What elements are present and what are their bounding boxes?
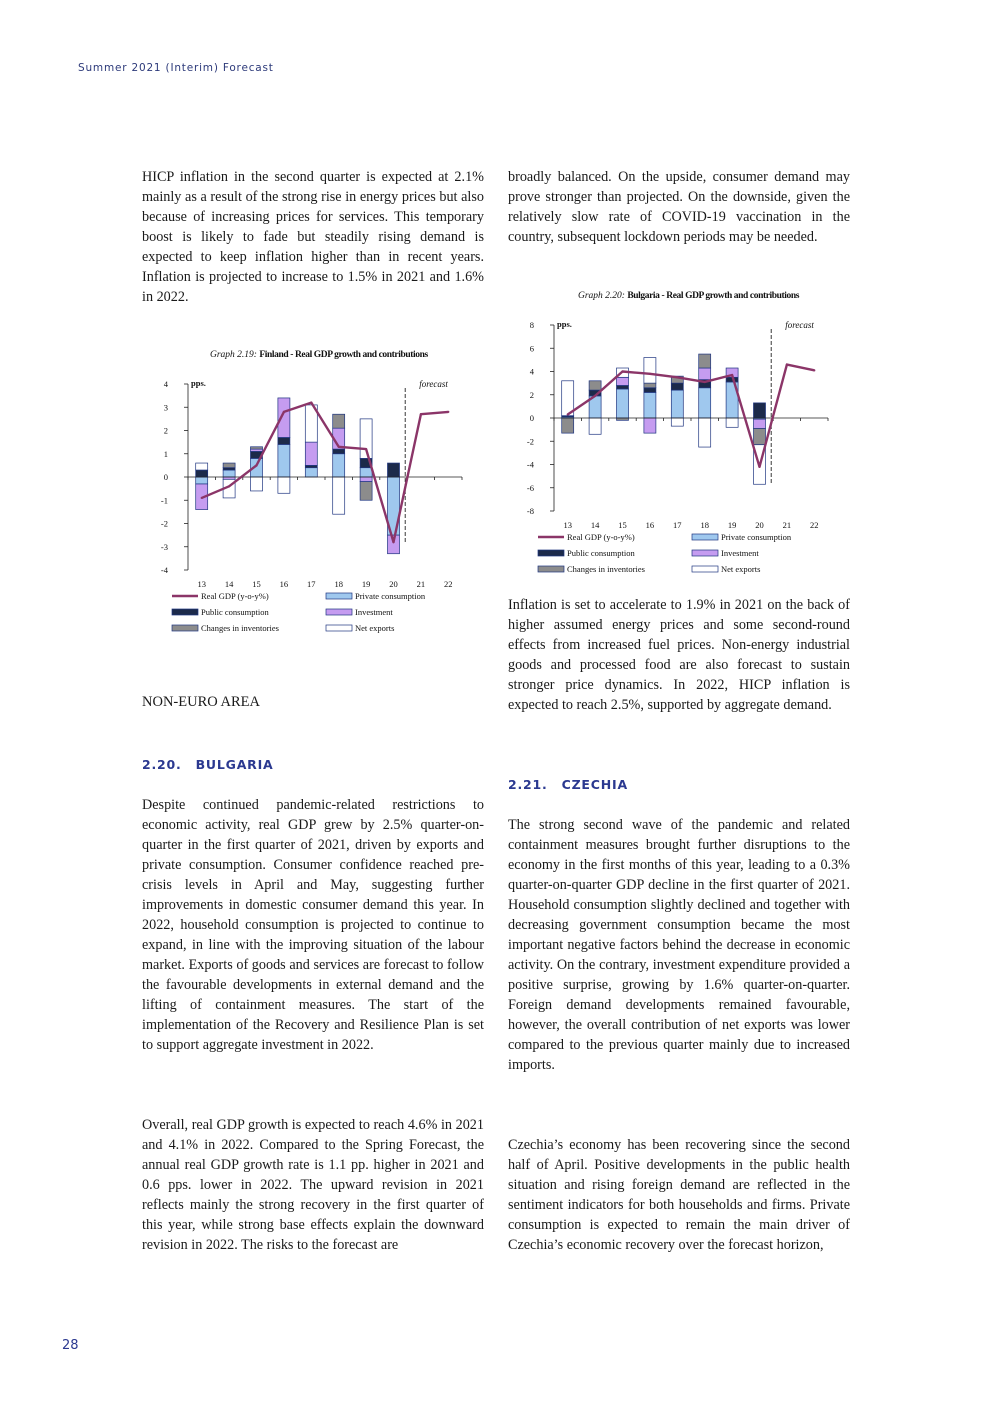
non-euro-area-heading: NON-EURO AREA xyxy=(142,694,261,710)
legend-label-inventories: Changes in inventories xyxy=(201,623,279,633)
bar-private xyxy=(333,454,345,477)
paragraph-bulgaria-outlook: Overall, real GDP growth is expected to reach 4.6% in 2021 and 4.1% in 2022. Compared to the Spring Forecast, the annual real GDP growth rate is 1.1 pp. higher in 2021 and 0.6 pps. lower in 2022. The upward revision in 2021 reflects mainly the strong recovery in the first quarter of this year, while strong base effects explain the downward revision in 2022. The risks to the forecast are xyxy=(142,1117,484,1253)
x-tick-label: 21 xyxy=(416,579,426,589)
real-gdp-point xyxy=(594,395,596,397)
legend-swatch-netexports xyxy=(326,625,352,631)
y-tick-label: 2 xyxy=(529,389,534,400)
x-tick-label: 17 xyxy=(307,579,316,589)
legend-label-inventories: Changes in inventories xyxy=(567,564,645,574)
x-tick-label: 13 xyxy=(563,520,572,530)
x-tick-label: 17 xyxy=(673,520,682,530)
bar-inventories xyxy=(699,354,711,368)
finland-gdp-chart xyxy=(142,366,484,636)
x-tick-label: 21 xyxy=(782,520,792,530)
legend-label-private: Private consumption xyxy=(355,591,426,601)
legend-swatch-public xyxy=(172,609,198,615)
bar-investment xyxy=(699,368,711,380)
section-heading-bulgaria: 2.20. BULGARIA xyxy=(142,757,274,772)
bar-investment xyxy=(754,419,766,428)
bar-private xyxy=(671,390,683,418)
legend-label-investment: Investment xyxy=(355,607,393,617)
x-tick-label: 20 xyxy=(389,579,398,589)
bar-public xyxy=(333,449,345,454)
bar-private xyxy=(360,468,372,477)
legend-label-line: Real GDP (y-o-y%) xyxy=(201,591,269,601)
bar-netexports xyxy=(699,418,711,447)
bar-netexports xyxy=(589,418,601,434)
bar-netexports xyxy=(251,477,263,491)
bar-netexports xyxy=(726,418,738,427)
real-gdp-point xyxy=(420,413,422,415)
x-tick-label: 13 xyxy=(197,579,206,589)
bar-private xyxy=(644,392,656,418)
legend-label-public: Public consumption xyxy=(201,607,269,617)
y-tick-label: -2 xyxy=(526,436,534,447)
bulgaria-gdp-chart xyxy=(508,307,850,577)
y-tick-label: 8 xyxy=(529,320,534,330)
real-gdp-point xyxy=(310,402,312,404)
bar-private xyxy=(305,468,317,477)
legend-swatch-investment xyxy=(692,550,718,556)
real-gdp-point xyxy=(676,376,678,378)
y-tick-label: 6 xyxy=(529,343,534,354)
unit-label: pps. xyxy=(191,378,206,388)
real-gdp-point xyxy=(201,497,203,499)
y-tick-label: -1 xyxy=(160,495,168,506)
bar-inventories xyxy=(644,383,656,388)
bar-investment xyxy=(360,477,372,482)
y-tick-label: -3 xyxy=(160,541,168,552)
forecast-label: forecast xyxy=(419,379,448,389)
real-gdp-point xyxy=(786,363,788,365)
x-tick-label: 16 xyxy=(279,579,289,589)
paragraph-czechia-recovery: Czechia’s economy has been recovering since the second half of April. Positive developments in the public health situation and rising foreign demand are reflected in the sentiment indicators for both households and firms. Private consumption is expected to remain the main driver of Czechia’s economic recovery over the forecast horizon, xyxy=(508,1137,850,1253)
y-tick-label: 2 xyxy=(163,425,168,436)
legend-swatch-inventories xyxy=(538,566,564,572)
bar-inventories xyxy=(562,418,574,433)
y-tick-label: -6 xyxy=(526,482,534,493)
real-gdp-point xyxy=(621,370,623,372)
x-tick-label: 19 xyxy=(727,520,737,530)
x-tick-label: 22 xyxy=(810,520,819,530)
bar-inventories xyxy=(360,482,372,501)
bar-inventories xyxy=(251,447,263,449)
real-gdp-point xyxy=(758,466,760,468)
bar-public xyxy=(278,437,290,444)
section-heading-czechia: 2.21. CZECHIA xyxy=(508,777,628,792)
real-gdp-point xyxy=(447,411,449,413)
bar-netexports xyxy=(671,418,683,426)
paragraph-finland-inflation: HICP inflation in the second quarter is expected at 2.1% mainly as a result of the strong rise in energy prices but also because of increasing prices for services. This temporary boost is likely to fade but steadily rising demand is expected to keep inflation higher than in recent years. Inflation is projected to increase to 1.5% in 2021 and 1.6% in 2022. xyxy=(142,169,484,305)
bar-private xyxy=(617,389,629,418)
x-tick-label: 18 xyxy=(700,520,709,530)
bar-public xyxy=(644,388,656,393)
legend-label-public: Public consumption xyxy=(567,548,635,558)
paragraph-bulgaria-risks: broadly balanced. On the upside, consumer demand may prove stronger than projected. On the downside, given the relatively slow rate of COVID-19 vaccination in the country, subsequent lockdown periods may be needed. xyxy=(508,169,850,245)
x-tick-label: 14 xyxy=(224,579,234,589)
x-tick-label: 18 xyxy=(334,579,343,589)
page-number: 28 xyxy=(62,1338,79,1353)
legend-label-private: Private consumption xyxy=(721,532,792,542)
legend-swatch-private xyxy=(692,534,718,540)
real-gdp-point xyxy=(365,448,367,450)
legend-swatch-netexports xyxy=(692,566,718,572)
bar-private xyxy=(196,477,208,484)
real-gdp-line xyxy=(202,403,449,542)
legend-swatch-investment xyxy=(326,609,352,615)
paragraph-bulgaria-inflation: Inflation is set to accelerate to 1.9% in 2021 on the back of higher assumed energy prices and some second-round effects from increased fuel prices. Non-energy industrial goods and processed food are also forecast to sustain stronger price dynamics. In 2022, HICP inflation is expected to reach 2.5%, supported by aggregate demand. xyxy=(508,597,850,713)
legend-swatch-inventories xyxy=(172,625,198,631)
y-tick-label: -4 xyxy=(160,565,168,575)
bar-netexports xyxy=(644,358,656,384)
x-tick-label: 22 xyxy=(444,579,453,589)
real-gdp-line xyxy=(568,365,815,467)
running-header: Summer 2021 (Interim) Forecast xyxy=(78,62,274,74)
y-tick-label: -8 xyxy=(526,506,534,516)
real-gdp-point xyxy=(283,411,285,413)
real-gdp-point xyxy=(255,464,257,466)
x-tick-label: 20 xyxy=(755,520,764,530)
y-tick-label: 3 xyxy=(163,402,168,413)
x-tick-label: 16 xyxy=(645,520,655,530)
bar-investment xyxy=(305,442,317,465)
x-tick-label: 15 xyxy=(252,579,261,589)
bar-inventories xyxy=(333,414,345,428)
legend-swatch-private xyxy=(326,593,352,599)
bar-public xyxy=(196,470,208,477)
paragraph-czechia-q1: The strong second wave of the pandemic and related containment measures brought further disruptions to the economy in the first months of this year, leading to a 0.3% quarter-on-quarter GDP decline in the first quarter of 2021. Household consumption slightly declined and together with decreasing government consumption became the most important negative factors behind the decrease in economic activity. On the contrary, investment expenditure provided a positive surprise, growing by 1.6% quarter-on-quarter. Foreign demand developments remained favourable, however, the overall contribution of net exports was lower compared to the previous quarter mainly due to increased imports. xyxy=(508,817,850,1073)
bar-private xyxy=(278,444,290,477)
graph-2-20-title: Graph 2.20: Bulgaria - Real GDP growth and contributions xyxy=(578,291,800,301)
y-tick-label: 0 xyxy=(163,472,168,482)
real-gdp-point xyxy=(228,485,230,487)
forecast-label: forecast xyxy=(785,320,814,330)
bar-inventories xyxy=(754,428,766,444)
legend-label-netexports: Net exports xyxy=(721,564,761,574)
x-tick-label: 19 xyxy=(361,579,371,589)
real-gdp-point xyxy=(704,381,706,383)
bar-public xyxy=(671,383,683,390)
real-gdp-point xyxy=(338,446,340,448)
bar-netexports xyxy=(278,477,290,493)
bar-private xyxy=(223,470,235,477)
bar-inventories xyxy=(589,381,601,390)
x-tick-label: 15 xyxy=(618,520,627,530)
legend-label-netexports: Net exports xyxy=(355,623,395,633)
y-tick-label: -2 xyxy=(160,518,168,529)
bar-investment xyxy=(617,377,629,385)
real-gdp-point xyxy=(731,374,733,376)
y-tick-label: 4 xyxy=(529,366,534,377)
y-tick-label: -4 xyxy=(526,459,534,470)
bar-netexports xyxy=(333,477,345,514)
legend-label-line: Real GDP (y-o-y%) xyxy=(567,532,635,542)
legend-label-investment: Investment xyxy=(721,548,759,558)
bar-netexports xyxy=(196,463,208,470)
x-tick-label: 14 xyxy=(590,520,600,530)
bar-investment xyxy=(644,418,656,433)
real-gdp-point xyxy=(567,413,569,415)
real-gdp-point xyxy=(649,373,651,375)
bar-inventories xyxy=(223,463,235,468)
bar-private xyxy=(699,388,711,418)
bar-public xyxy=(754,403,766,418)
bar-public xyxy=(388,463,400,477)
real-gdp-point xyxy=(813,369,815,371)
legend-swatch-public xyxy=(538,550,564,556)
paragraph-bulgaria-growth: Despite continued pandemic-related restrictions to economic activity, real GDP grew by 2.5% quarter-on-quarter in the first quarter of 2021, driven by exports and private consumption. Consumer confidence reached pre-crisis levels in April and May, suggesting further improvements in domestic consumer demand this year. In 2022, household consumption is projected to continue to expand, in line with the improving situation of the labour market. Exports of goods and services are forecast to follow the favourable developments in external demand and the lifting of containment measures. The start of the implementation of the Recovery and Resilience Plan is set to support aggregate investment in 2022. xyxy=(142,797,484,1053)
graph-2-19-title: Graph 2.19: Finland - Real GDP growth and contributions xyxy=(210,350,428,360)
y-tick-label: 4 xyxy=(163,379,168,389)
unit-label: pps. xyxy=(557,319,572,329)
bar-public xyxy=(617,385,629,388)
real-gdp-point xyxy=(392,541,394,543)
y-tick-label: 1 xyxy=(163,448,168,459)
y-tick-label: 0 xyxy=(529,413,534,423)
